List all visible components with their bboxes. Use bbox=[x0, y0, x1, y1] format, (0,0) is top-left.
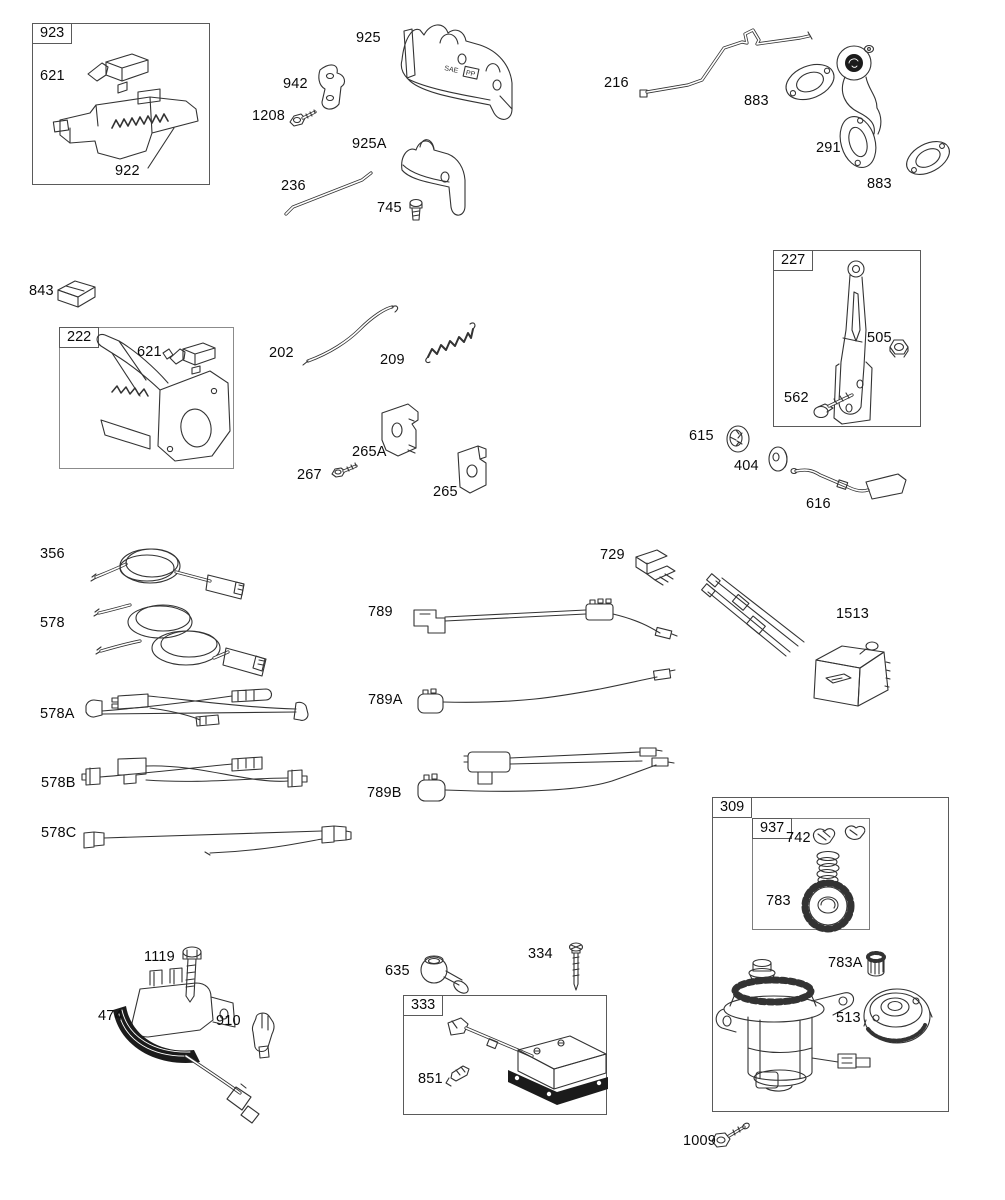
part-label-562: 562 bbox=[784, 390, 809, 406]
part-label-1208: 1208 bbox=[252, 108, 286, 124]
group-box-937-label: 937 bbox=[752, 818, 792, 839]
part-label-236: 236 bbox=[281, 178, 306, 194]
part-label-745: 745 bbox=[377, 200, 402, 216]
part-1009-drawing bbox=[712, 1122, 750, 1147]
part-404-drawing bbox=[769, 447, 787, 471]
part-label-356: 356 bbox=[40, 546, 65, 562]
group-box-309-label: 309 bbox=[712, 797, 752, 818]
part-label-910: 910 bbox=[216, 1013, 241, 1029]
part-label-1009: 1009 bbox=[683, 1133, 717, 1149]
cover-marking-sae: SAE bbox=[443, 65, 459, 75]
part-265A-drawing bbox=[382, 404, 418, 456]
part-label-1513: 1513 bbox=[836, 606, 870, 622]
part-789-drawing bbox=[414, 599, 677, 639]
part-1513-drawing bbox=[702, 574, 890, 706]
part-505-drawing bbox=[890, 340, 908, 357]
part-label-621-top: 621 bbox=[40, 68, 65, 84]
group-box-222-label: 222 bbox=[59, 327, 99, 348]
part-label-1119: 1119 bbox=[144, 949, 175, 965]
part-843-drawing bbox=[58, 281, 95, 307]
part-578-drawing bbox=[94, 605, 266, 676]
part-745-drawing bbox=[410, 200, 422, 221]
part-label-505: 505 bbox=[867, 330, 892, 346]
part-616-drawing bbox=[791, 469, 906, 500]
part-label-783A: 783A bbox=[828, 955, 863, 971]
part-label-216: 216 bbox=[604, 75, 629, 91]
part-742-drawing bbox=[813, 826, 864, 844]
part-942-drawing bbox=[319, 65, 345, 109]
part-label-789B: 789B bbox=[367, 785, 402, 801]
part-334-drawing bbox=[570, 943, 583, 990]
part-label-209: 209 bbox=[380, 352, 405, 368]
part-label-202: 202 bbox=[269, 345, 294, 361]
part-783-drawing bbox=[805, 883, 851, 929]
part-label-334: 334 bbox=[528, 946, 553, 962]
part-578B-drawing bbox=[82, 757, 307, 787]
part-635-drawing bbox=[421, 956, 470, 996]
part-615-drawing bbox=[727, 426, 749, 452]
part-label-291: 291 bbox=[816, 140, 841, 156]
part-621-top-drawing bbox=[88, 54, 148, 93]
part-label-513: 513 bbox=[836, 1010, 861, 1026]
part-label-942: 942 bbox=[283, 76, 308, 92]
part-883-top-drawing bbox=[781, 58, 839, 106]
part-1208-drawing bbox=[290, 110, 315, 126]
part-925-drawing bbox=[401, 25, 512, 119]
part-label-742: 742 bbox=[786, 830, 811, 846]
part-label-578C: 578C bbox=[41, 825, 77, 841]
part-label-615: 615 bbox=[689, 428, 714, 444]
group-box-227-label: 227 bbox=[773, 250, 813, 271]
part-label-789: 789 bbox=[368, 604, 393, 620]
part-267-drawing bbox=[332, 463, 356, 477]
part-label-851: 851 bbox=[418, 1071, 443, 1087]
part-label-843: 843 bbox=[29, 283, 54, 299]
part-789A-drawing bbox=[418, 669, 675, 713]
part-label-616: 616 bbox=[806, 496, 831, 512]
part-label-925: 925 bbox=[356, 30, 381, 46]
part-513-drawing bbox=[864, 989, 932, 1043]
part-578A-drawing bbox=[86, 689, 308, 726]
cover-marking-pp: PP bbox=[465, 69, 476, 79]
part-209-drawing bbox=[426, 323, 475, 363]
part-label-783: 783 bbox=[766, 893, 791, 909]
part-925A-drawing bbox=[402, 140, 465, 215]
part-label-789A: 789A bbox=[368, 692, 403, 708]
part-label-578A: 578A bbox=[40, 706, 75, 722]
part-291-drawing bbox=[834, 46, 881, 172]
part-label-267: 267 bbox=[297, 467, 322, 483]
part-265-drawing bbox=[458, 446, 486, 493]
part-label-729: 729 bbox=[600, 547, 625, 563]
part-label-474: 474 bbox=[98, 1008, 123, 1024]
part-851-drawing bbox=[446, 1066, 469, 1086]
part-910-drawing bbox=[252, 1013, 274, 1058]
part-356-drawing bbox=[91, 549, 244, 599]
part-883-bottom-drawing bbox=[901, 135, 955, 181]
part-922-drawing bbox=[53, 89, 198, 168]
part-label-635: 635 bbox=[385, 963, 410, 979]
part-label-922: 922 bbox=[115, 163, 140, 179]
part-label-621-222: 621 bbox=[137, 344, 162, 360]
part-578C-drawing bbox=[84, 826, 351, 855]
part-label-883-top: 883 bbox=[744, 93, 769, 109]
part-1119-drawing bbox=[183, 947, 201, 1002]
part-label-925A: 925A bbox=[352, 136, 387, 152]
part-789B-drawing bbox=[418, 748, 674, 801]
group-box-923-label: 923 bbox=[32, 23, 72, 44]
part-621-222-drawing bbox=[163, 343, 215, 374]
part-label-265: 265 bbox=[433, 484, 458, 500]
part-label-578: 578 bbox=[40, 615, 65, 631]
group-box-333-label: 333 bbox=[403, 995, 443, 1016]
part-783A-drawing bbox=[868, 953, 884, 976]
part-label-265A: 265A bbox=[352, 444, 387, 460]
part-label-578B: 578B bbox=[41, 775, 76, 791]
part-label-404: 404 bbox=[734, 458, 759, 474]
part-729-drawing bbox=[636, 550, 675, 585]
part-label-883-bottom: 883 bbox=[867, 176, 892, 192]
part-333-assembly-drawing bbox=[448, 1018, 608, 1105]
